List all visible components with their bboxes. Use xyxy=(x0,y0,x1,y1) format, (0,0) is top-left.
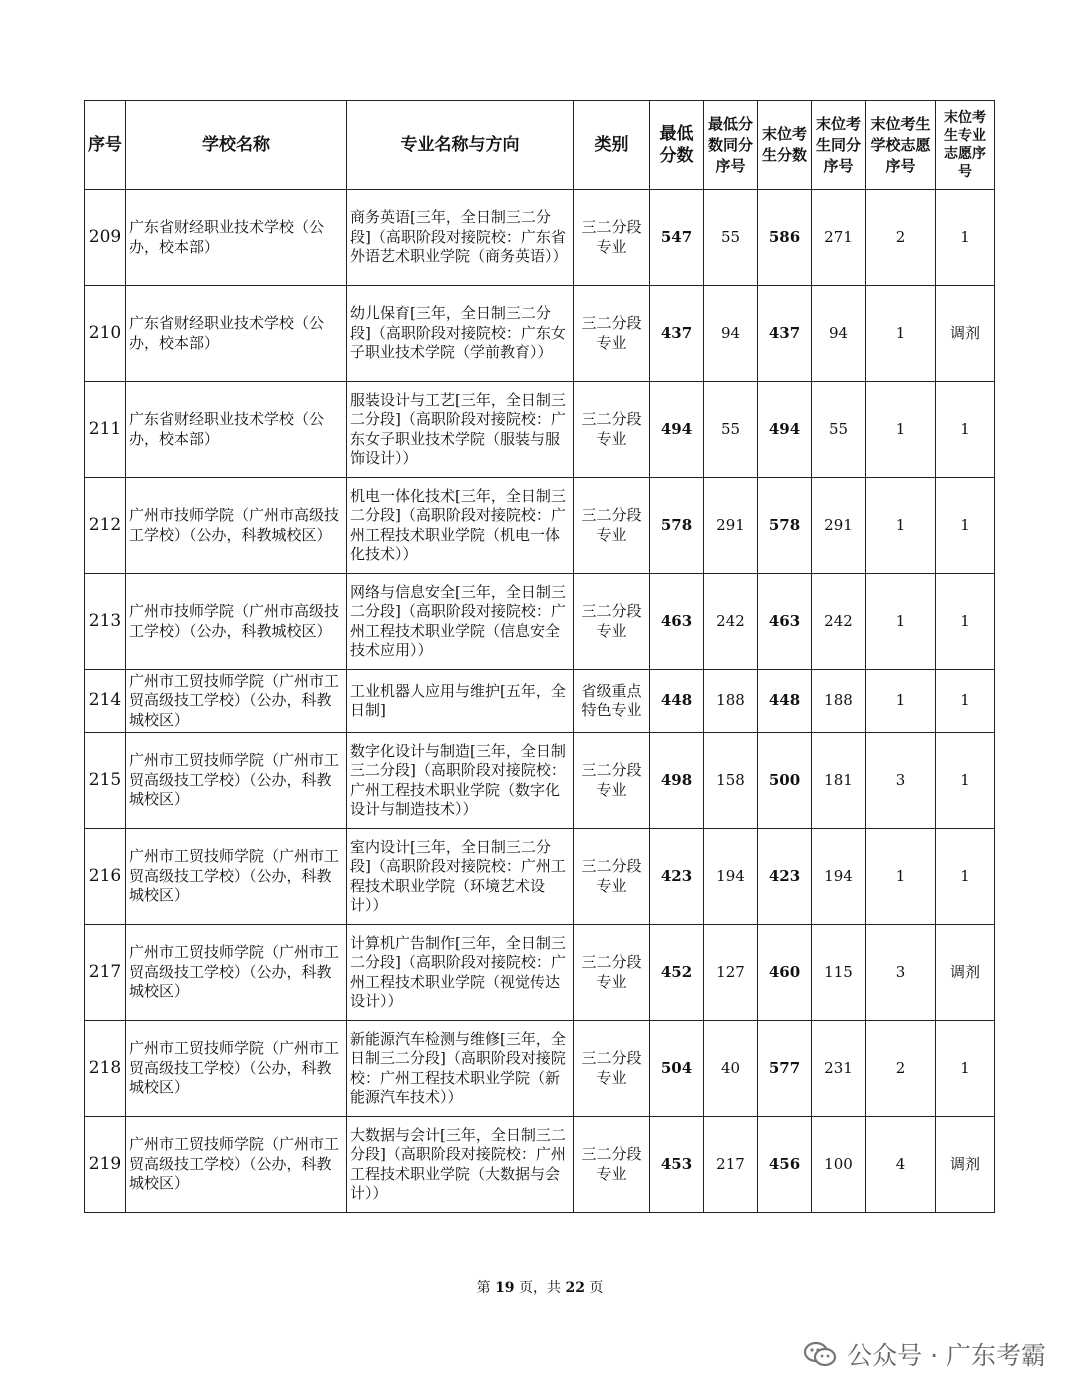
table-row xyxy=(85,478,995,574)
cell-category: 三二分段专业 xyxy=(574,1117,650,1213)
cell-min-rank: 242 xyxy=(704,574,758,670)
table-row xyxy=(85,1117,995,1213)
header-school: 学校名称 xyxy=(126,101,347,190)
header-last-score: 末位考生分数 xyxy=(758,101,812,190)
cell-school-pref: 2 xyxy=(866,1021,936,1117)
cell-major-pref: 1 xyxy=(936,733,995,829)
cell-min-rank: 217 xyxy=(704,1117,758,1213)
cell-last-score: 448 xyxy=(758,670,812,733)
cell-major-pref: 1 xyxy=(936,190,995,286)
page-suffix: 页 xyxy=(589,1280,604,1296)
watermark-text: 公众号 · 广东考霸 xyxy=(847,1341,1046,1370)
cell-last-rank: 194 xyxy=(812,829,866,925)
cell-last-score: 500 xyxy=(758,733,812,829)
cell-major: 计算机广告制作[三年，全日制三二分段]（高职阶段对接院校：广州工程技术职业学院（视觉传达设计）） xyxy=(347,925,574,1021)
header-last-school-pref: 末位考生学校志愿序号 xyxy=(866,101,936,190)
page-number: 19 xyxy=(495,1280,515,1296)
cell-min-score: 423 xyxy=(650,829,704,925)
cell-major-pref: 1 xyxy=(936,382,995,478)
table-row xyxy=(85,286,995,382)
cell-category: 三二分段专业 xyxy=(574,829,650,925)
cell-major-pref: 调剂 xyxy=(936,1117,995,1213)
cell-major: 网络与信息安全[三年，全日制三二分段]（高职阶段对接院校：广州工程技术职业学院（信息安全技术应用）） xyxy=(347,574,574,670)
cell-seq: 218 xyxy=(85,1021,126,1117)
cell-last-score: 437 xyxy=(758,286,812,382)
cell-seq: 212 xyxy=(85,478,126,574)
cell-seq: 210 xyxy=(85,286,126,382)
header-min-rank: 最低分数同分序号 xyxy=(704,101,758,190)
cell-min-rank: 55 xyxy=(704,190,758,286)
cell-category: 三二分段专业 xyxy=(574,286,650,382)
header-row xyxy=(85,101,995,190)
cell-min-score: 578 xyxy=(650,478,704,574)
cell-min-rank: 188 xyxy=(704,670,758,733)
watermark xyxy=(803,1334,1046,1374)
cell-last-score: 423 xyxy=(758,829,812,925)
header-category: 类别 xyxy=(574,101,650,190)
cell-school-pref: 1 xyxy=(866,286,936,382)
cell-seq: 215 xyxy=(85,733,126,829)
cell-major-pref: 调剂 xyxy=(936,925,995,1021)
cell-min-rank: 94 xyxy=(704,286,758,382)
table-row xyxy=(85,670,995,733)
cell-major: 幼儿保育[三年，全日制三二分段]（高职阶段对接院校：广东女子职业技术学院（学前教育）） xyxy=(347,286,574,382)
cell-min-rank: 158 xyxy=(704,733,758,829)
cell-last-rank: 231 xyxy=(812,1021,866,1117)
page-number-footer xyxy=(0,1277,1080,1297)
cell-last-score: 460 xyxy=(758,925,812,1021)
table-row xyxy=(85,733,995,829)
table-row xyxy=(85,382,995,478)
cell-major-pref: 调剂 xyxy=(936,286,995,382)
cell-school: 广东省财经职业技术学校（公办，校本部） xyxy=(126,190,347,286)
table-row xyxy=(85,1021,995,1117)
cell-min-score: 504 xyxy=(650,1021,704,1117)
cell-school: 广州市工贸技师学院（广州市工贸高级技工学校）（公办，科教城校区） xyxy=(126,829,347,925)
cell-school-pref: 1 xyxy=(866,829,936,925)
cell-school-pref: 4 xyxy=(866,1117,936,1213)
cell-min-score: 448 xyxy=(650,670,704,733)
cell-min-rank: 194 xyxy=(704,829,758,925)
cell-min-rank: 291 xyxy=(704,478,758,574)
cell-seq: 211 xyxy=(85,382,126,478)
cell-major-pref: 1 xyxy=(936,1021,995,1117)
cell-last-rank: 242 xyxy=(812,574,866,670)
cell-school: 广州市技师学院（广州市高级技工学校）（公办，科教城校区） xyxy=(126,478,347,574)
cell-last-rank: 271 xyxy=(812,190,866,286)
cell-last-rank: 181 xyxy=(812,733,866,829)
cell-last-rank: 291 xyxy=(812,478,866,574)
header-last-major-pref: 末位考生专业志愿序号 xyxy=(936,101,995,190)
cell-category: 三二分段专业 xyxy=(574,190,650,286)
header-last-rank: 末位考生同分序号 xyxy=(812,101,866,190)
cell-min-score: 498 xyxy=(650,733,704,829)
cell-min-score: 452 xyxy=(650,925,704,1021)
cell-school: 广州市工贸技师学院（广州市工贸高级技工学校）（公办，科教城校区） xyxy=(126,1117,347,1213)
cell-last-score: 578 xyxy=(758,478,812,574)
cell-category: 省级重点特色专业 xyxy=(574,670,650,733)
cell-seq: 219 xyxy=(85,1117,126,1213)
admissions-table xyxy=(84,100,995,1213)
cell-seq: 213 xyxy=(85,574,126,670)
table-row xyxy=(85,574,995,670)
cell-school: 广州市工贸技师学院（广州市工贸高级技工学校）（公办，科教城校区） xyxy=(126,1021,347,1117)
cell-seq: 214 xyxy=(85,670,126,733)
cell-min-score: 437 xyxy=(650,286,704,382)
cell-school: 广州市工贸技师学院（广州市工贸高级技工学校）（公办，科教城校区） xyxy=(126,670,347,733)
cell-major: 商务英语[三年，全日制三二分段]（高职阶段对接院校：广东省外语艺术职业学院（商务英语）） xyxy=(347,190,574,286)
cell-major: 新能源汽车检测与维修[三年，全日制三二分段]（高职阶段对接院校：广州工程技术职业学院（新能源汽车技术）） xyxy=(347,1021,574,1117)
cell-min-rank: 127 xyxy=(704,925,758,1021)
cell-major-pref: 1 xyxy=(936,478,995,574)
cell-category: 三二分段专业 xyxy=(574,925,650,1021)
cell-major-pref: 1 xyxy=(936,574,995,670)
cell-school-pref: 1 xyxy=(866,670,936,733)
header-min-score: 最低分数 xyxy=(650,101,704,190)
cell-major-pref: 1 xyxy=(936,670,995,733)
cell-major-pref: 1 xyxy=(936,829,995,925)
cell-category: 三二分段专业 xyxy=(574,574,650,670)
cell-school: 广州市工贸技师学院（广州市工贸高级技工学校）（公办，科教城校区） xyxy=(126,733,347,829)
cell-school-pref: 1 xyxy=(866,382,936,478)
cell-category: 三二分段专业 xyxy=(574,478,650,574)
table-row xyxy=(85,829,995,925)
cell-seq: 209 xyxy=(85,190,126,286)
page-mid: 页，共 xyxy=(519,1280,561,1296)
cell-major: 工业机器人应用与维护[五年，全日制] xyxy=(347,670,574,733)
cell-category: 三二分段专业 xyxy=(574,733,650,829)
page-prefix: 第 xyxy=(476,1280,491,1296)
table-row xyxy=(85,925,995,1021)
wechat-channel-icon xyxy=(803,1339,837,1369)
cell-school-pref: 1 xyxy=(866,478,936,574)
cell-last-rank: 94 xyxy=(812,286,866,382)
cell-school: 广州市工贸技师学院（广州市工贸高级技工学校）（公办，科教城校区） xyxy=(126,925,347,1021)
cell-seq: 217 xyxy=(85,925,126,1021)
cell-major: 大数据与会计[三年，全日制三二分段]（高职阶段对接院校：广州工程技术职业学院（大数据与会计）） xyxy=(347,1117,574,1213)
cell-min-score: 547 xyxy=(650,190,704,286)
cell-major: 室内设计[三年，全日制三二分段]（高职阶段对接院校：广州工程技术职业学院（环境艺术设计）） xyxy=(347,829,574,925)
cell-major: 数字化设计与制造[三年，全日制三二分段]（高职阶段对接院校：广州工程技术职业学院（数字化设计与制造技术）） xyxy=(347,733,574,829)
cell-school-pref: 1 xyxy=(866,574,936,670)
cell-major: 服装设计与工艺[三年，全日制三二分段]（高职阶段对接院校：广东女子职业技术学院（服装与服饰设计）） xyxy=(347,382,574,478)
cell-min-score: 453 xyxy=(650,1117,704,1213)
cell-last-score: 586 xyxy=(758,190,812,286)
cell-major: 机电一体化技术[三年，全日制三二分段]（高职阶段对接院校：广州工程技术职业学院（机电一体化技术）） xyxy=(347,478,574,574)
cell-min-rank: 40 xyxy=(704,1021,758,1117)
cell-last-rank: 188 xyxy=(812,670,866,733)
cell-last-score: 577 xyxy=(758,1021,812,1117)
cell-last-score: 494 xyxy=(758,382,812,478)
cell-last-rank: 55 xyxy=(812,382,866,478)
cell-school: 广东省财经职业技术学校（公办，校本部） xyxy=(126,382,347,478)
cell-seq: 216 xyxy=(85,829,126,925)
cell-category: 三二分段专业 xyxy=(574,1021,650,1117)
cell-school-pref: 3 xyxy=(866,925,936,1021)
cell-min-score: 494 xyxy=(650,382,704,478)
cell-last-rank: 115 xyxy=(812,925,866,1021)
page-total: 22 xyxy=(565,1280,585,1296)
cell-min-rank: 55 xyxy=(704,382,758,478)
header-major: 专业名称与方向 xyxy=(347,101,574,190)
header-seq: 序号 xyxy=(85,101,126,190)
cell-school: 广东省财经职业技术学校（公办，校本部） xyxy=(126,286,347,382)
cell-school-pref: 2 xyxy=(866,190,936,286)
cell-last-score: 456 xyxy=(758,1117,812,1213)
cell-min-score: 463 xyxy=(650,574,704,670)
cell-category: 三二分段专业 xyxy=(574,382,650,478)
cell-last-rank: 100 xyxy=(812,1117,866,1213)
table-row xyxy=(85,190,995,286)
cell-last-score: 463 xyxy=(758,574,812,670)
cell-school: 广州市技师学院（广州市高级技工学校）（公办，科教城校区） xyxy=(126,574,347,670)
table-body xyxy=(85,190,995,1213)
cell-school-pref: 3 xyxy=(866,733,936,829)
